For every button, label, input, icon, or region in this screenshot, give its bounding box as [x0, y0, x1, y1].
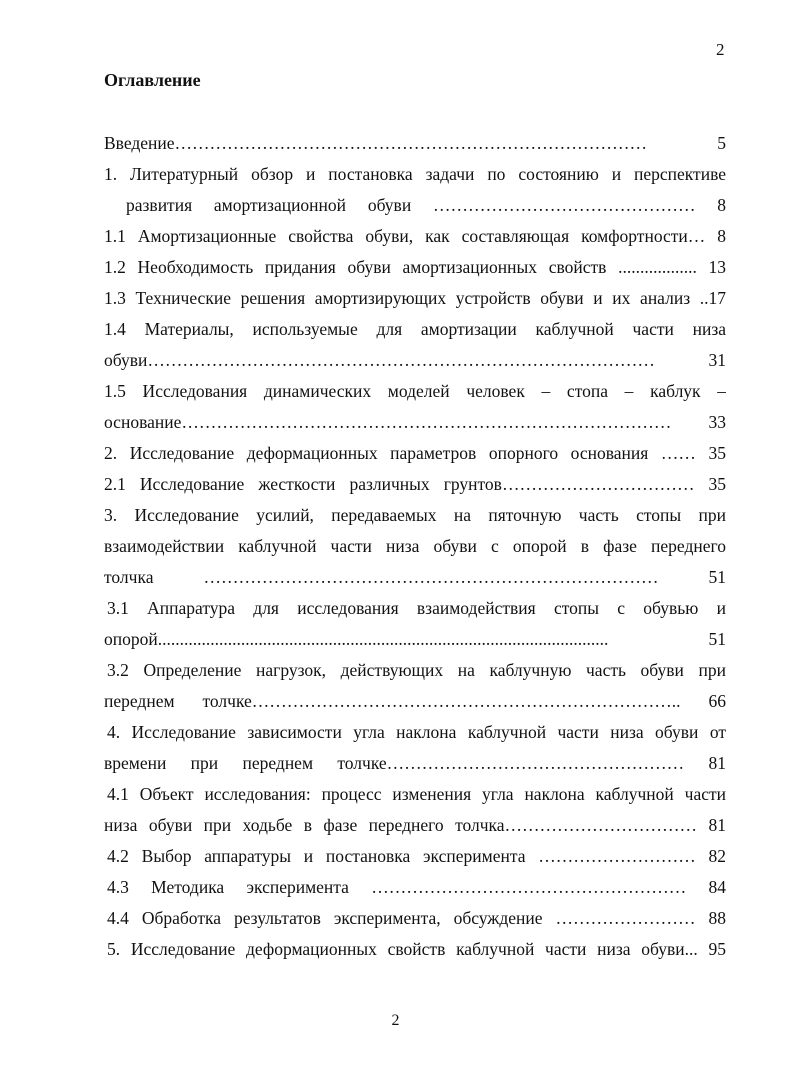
page-number-bottom: 2	[391, 1012, 400, 1029]
page-number-top: 2	[716, 40, 725, 59]
toc-entry-2-1: 2.1 Исследование жесткости различных грунтов…………………………… 35	[104, 474, 726, 494]
toc-entry-1-line-1: 1. Литературный обзор и постановка задачи по состоянию и перспективе	[104, 164, 726, 184]
toc-entry-2: 2. Исследование деформационных параметров опорного основания …… 35	[104, 443, 726, 463]
toc-entry-3-2-line-2: переднем толчке……………………………………………………………….. 66	[104, 691, 726, 711]
toc-entry-4-3: 4.3 Методика эксперимента ……………………………………………… 84	[107, 877, 726, 897]
toc-entry-introduction: Введение……………………………………………………………………… 5	[104, 133, 726, 153]
toc-entry-1-line-2: развития амортизационной обуви ……………………………………… 8	[126, 195, 726, 215]
toc-entry-3-line-3: толчка …………………………………………………………………… 51	[104, 567, 726, 587]
toc-entry-3-1-line-1: 3.1 Аппаратура для исследования взаимодействия стопы с обувью и	[107, 598, 726, 618]
toc-entry-3-1-line-2: опорой....................................................................................................... 51	[104, 629, 726, 649]
toc-entry-3-line-1: 3. Исследование усилий, передаваемых на пяточную часть стопы при	[104, 505, 726, 525]
toc-entry-4-2: 4.2 Выбор аппаратуры и постановка эксперимента ……………………… 82	[107, 846, 726, 866]
toc-entry-5: 5. Исследование деформационных свойств каблучной части низа обуви... 95	[107, 939, 726, 959]
toc-entry-4-1-line-2: низа обуви при ходьбе в фазе переднего толчка…………………………… 81	[104, 815, 726, 835]
toc-entry-1-3: 1.3 Технические решения амортизирующих устройств обуви и их анализ ..17	[104, 288, 726, 308]
toc-entry-4-line-1: 4. Исследование зависимости угла наклона каблучной части низа обуви от	[107, 722, 726, 742]
toc-entry-1-4-line-2: обуви…………………………………………………………………………… 31	[104, 350, 726, 370]
toc-entry-3-2-line-1: 3.2 Определение нагрузок, действующих на каблучную часть обуви при	[107, 660, 726, 680]
table-of-contents	[104, 128, 726, 965]
toc-entry-4-line-2: времени при переднем толчке…………………………………………… 81	[104, 753, 726, 773]
toc-entry-1-4-line-1: 1.4 Материалы, используемые для амортизации каблучной части низа	[104, 319, 726, 339]
toc-entry-3-line-2: взаимодействии каблучной части низа обуви с опорой в фазе переднего	[104, 536, 726, 556]
toc-entry-4-1-line-1: 4.1 Объект исследования: процесс изменения угла наклона каблучной части	[107, 784, 726, 804]
toc-entry-1-1: 1.1 Амортизационные свойства обуви, как составляющая комфортности… 8	[104, 226, 726, 246]
toc-entry-1-2: 1.2 Необходимость придания обуви амортизационных свойств .................. 13	[104, 257, 726, 277]
toc-entry-1-5-line-1: 1.5 Исследования динамических моделей человек – стопа – каблук –	[104, 381, 726, 401]
toc-entry-1-5-line-2: основание………………………………………………………………………… 33	[104, 412, 726, 432]
toc-heading: Оглавление	[104, 70, 201, 90]
toc-entry-4-4: 4.4 Обработка результатов эксперимента, обсуждение …………………… 88	[107, 908, 726, 928]
